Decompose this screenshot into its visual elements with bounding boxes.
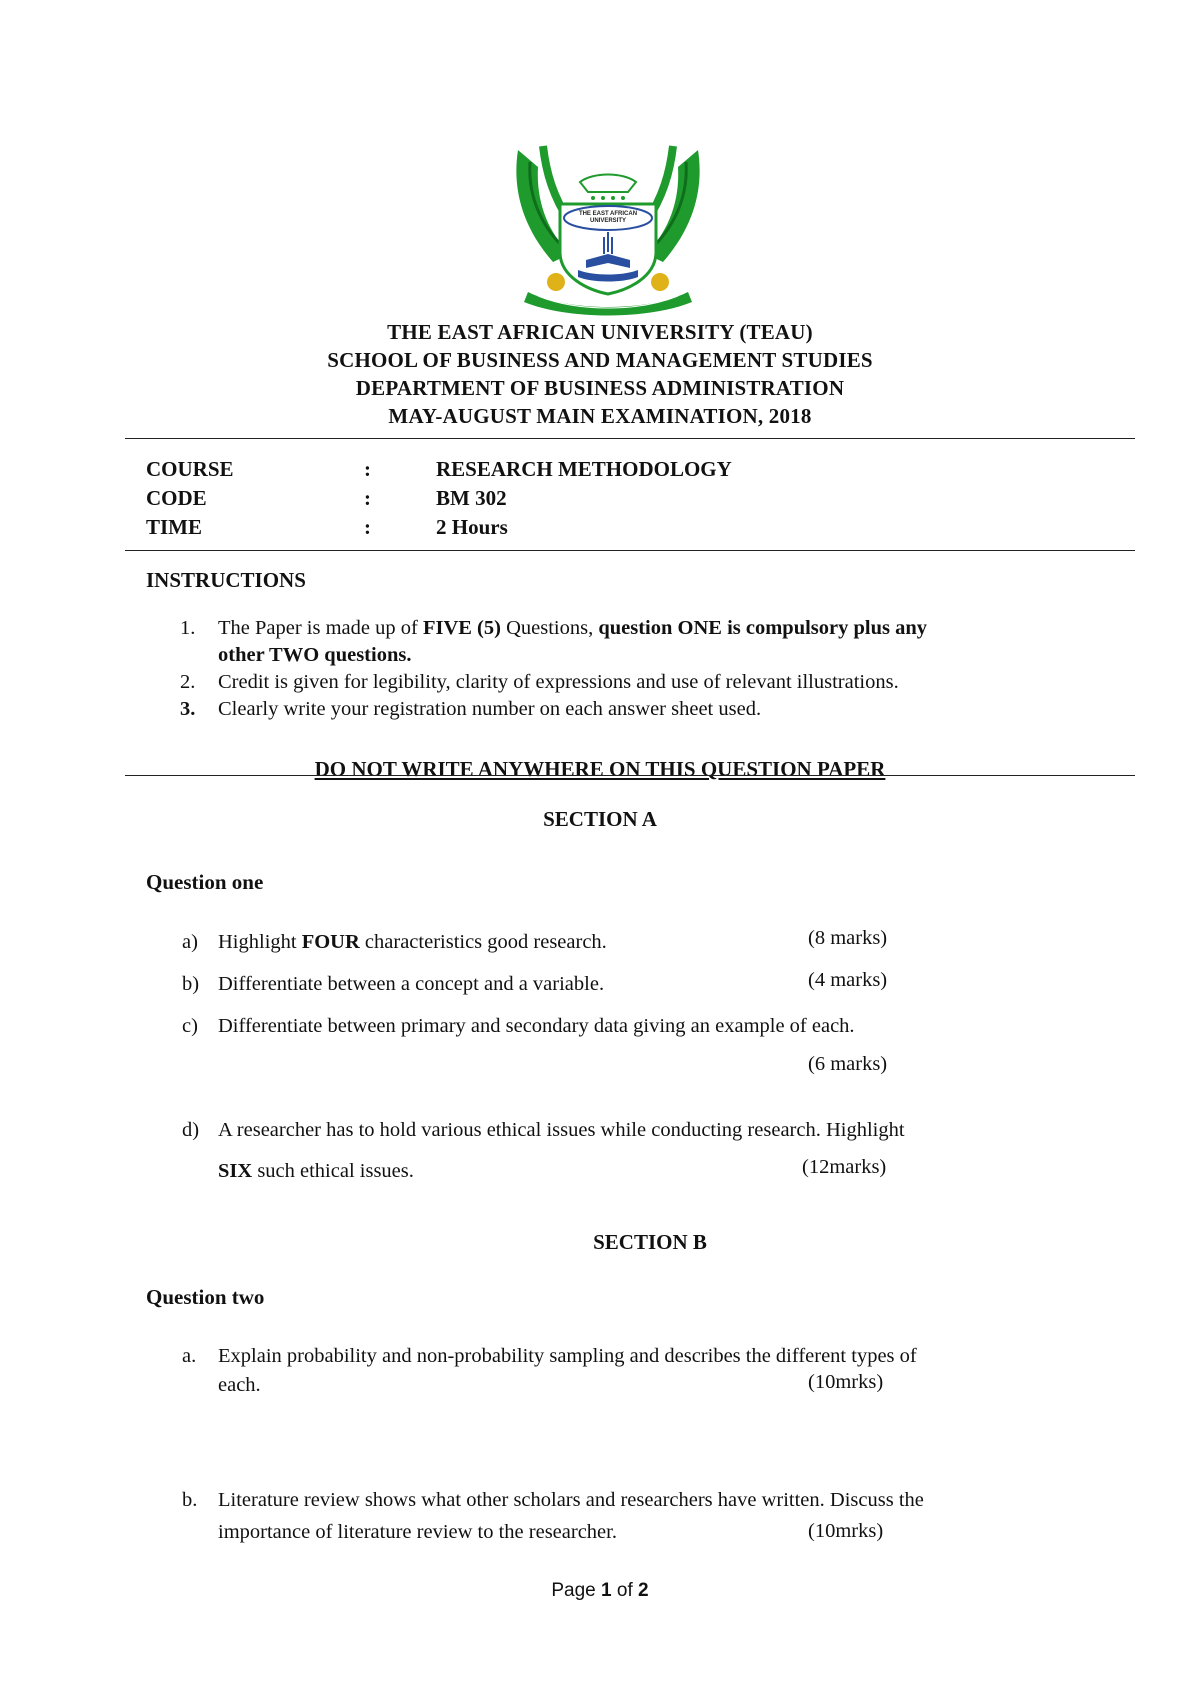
- question-text: Explain probability and non-probability sampling and describes the different types of: [218, 1345, 917, 1367]
- instruction-number: 3.: [180, 698, 196, 720]
- question-two-title: Question two: [146, 1285, 265, 1309]
- section-a-title: SECTION A: [543, 807, 657, 831]
- code-value: BM 302: [436, 486, 507, 510]
- question-text-line2: importance of literature review to the researcher.: [218, 1521, 617, 1543]
- question-label: a): [182, 931, 198, 953]
- question-text: Differentiate between primary and secondary data giving an example of each.: [218, 1015, 855, 1037]
- university-crest-logo: [508, 142, 708, 317]
- svg-text:THE EAST AFRICAN: THE EAST AFRICAN: [578, 211, 638, 217]
- page-total: 2: [638, 1580, 649, 1601]
- time-sep: :: [364, 515, 371, 539]
- course-sep: :: [364, 457, 371, 481]
- time-key: TIME: [146, 515, 203, 539]
- question-one-title: Question one: [146, 870, 264, 894]
- marks: (10mrks): [808, 1520, 884, 1542]
- header-divider: [125, 438, 1135, 439]
- do-not-write-warning: DO NOT WRITE ANYWHERE ON THIS QUESTION PAPER: [314, 757, 886, 781]
- question-bold: SIX: [218, 1160, 253, 1182]
- exam-header: [0, 318, 1200, 430]
- instruction-item: [180, 696, 1080, 723]
- svg-text:UNIVERSITY: UNIVERSITY: [589, 218, 627, 224]
- instruction-text: Clearly write your registration number on each answer sheet used.: [218, 698, 762, 720]
- question-label: a.: [182, 1345, 197, 1367]
- question-text: Differentiate between a concept and a variable.: [218, 973, 605, 995]
- instruction-number: 1.: [180, 617, 196, 639]
- marks: (4 marks): [808, 969, 888, 991]
- question-text-part: Highlight: [218, 931, 302, 953]
- marks: (10mrks): [808, 1371, 884, 1393]
- marks: (6 marks): [808, 1053, 888, 1075]
- page-footer: [0, 1580, 1200, 1602]
- section-b-title: SECTION B: [593, 1230, 707, 1254]
- question-label: b.: [182, 1489, 198, 1511]
- time-value: 2 Hours: [436, 515, 508, 539]
- course-key: COURSE: [146, 457, 234, 481]
- instructions-list: [180, 615, 1080, 723]
- question-text-line2: [218, 1156, 414, 1186]
- question-text-line2: each.: [218, 1374, 261, 1396]
- instructions-divider: [125, 775, 1135, 776]
- instruction-text: Questions,: [500, 617, 599, 639]
- page-word: Page: [551, 1580, 596, 1601]
- department-name: DEPARTMENT OF BUSINESS ADMINISTRATION: [355, 376, 845, 400]
- university-name: THE EAST AFRICAN UNIVERSITY (TEAU): [387, 320, 813, 344]
- instructions-title: INSTRUCTIONS: [146, 568, 306, 592]
- question-label: b): [182, 973, 200, 995]
- exam-session: MAY-AUGUST MAIN EXAMINATION, 2018: [388, 404, 812, 428]
- question-label: c): [182, 1015, 198, 1037]
- course-divider: [125, 550, 1135, 551]
- school-name: SCHOOL OF BUSINESS AND MANAGEMENT STUDIES: [327, 348, 873, 372]
- marks: (8 marks): [808, 927, 888, 949]
- instruction-text: Credit is given for legibility, clarity of expressions and use of relevant illustrations.: [218, 671, 899, 693]
- question-text-part: characteristics good research.: [359, 931, 607, 953]
- code-key: CODE: [146, 486, 207, 510]
- instruction-text: The Paper is made up of: [218, 617, 423, 639]
- instruction-bold: question ONE is compulsory plus any: [598, 617, 927, 639]
- question-text: A researcher has to hold various ethical issues while conducting research. Highlight: [218, 1119, 905, 1141]
- page-number: 1: [601, 1580, 612, 1601]
- instruction-number: 2.: [180, 671, 196, 693]
- instruction-bold: other TWO questions.: [218, 644, 412, 666]
- question-text-part: such ethical issues.: [252, 1160, 414, 1182]
- question-text: [218, 927, 1098, 957]
- course-value: RESEARCH METHODOLOGY: [436, 457, 732, 481]
- instruction-bold: FIVE (5): [422, 617, 501, 639]
- question-text: Literature review shows what other scholars and researchers have written. Discuss the: [218, 1489, 924, 1511]
- code-sep: :: [364, 486, 371, 510]
- instruction-item: [180, 615, 1080, 669]
- marks: (12marks): [802, 1156, 887, 1178]
- question-bold: FOUR: [301, 931, 360, 953]
- instruction-item: [180, 669, 1080, 696]
- of-word: of: [616, 1580, 633, 1601]
- question-label: d): [182, 1119, 200, 1141]
